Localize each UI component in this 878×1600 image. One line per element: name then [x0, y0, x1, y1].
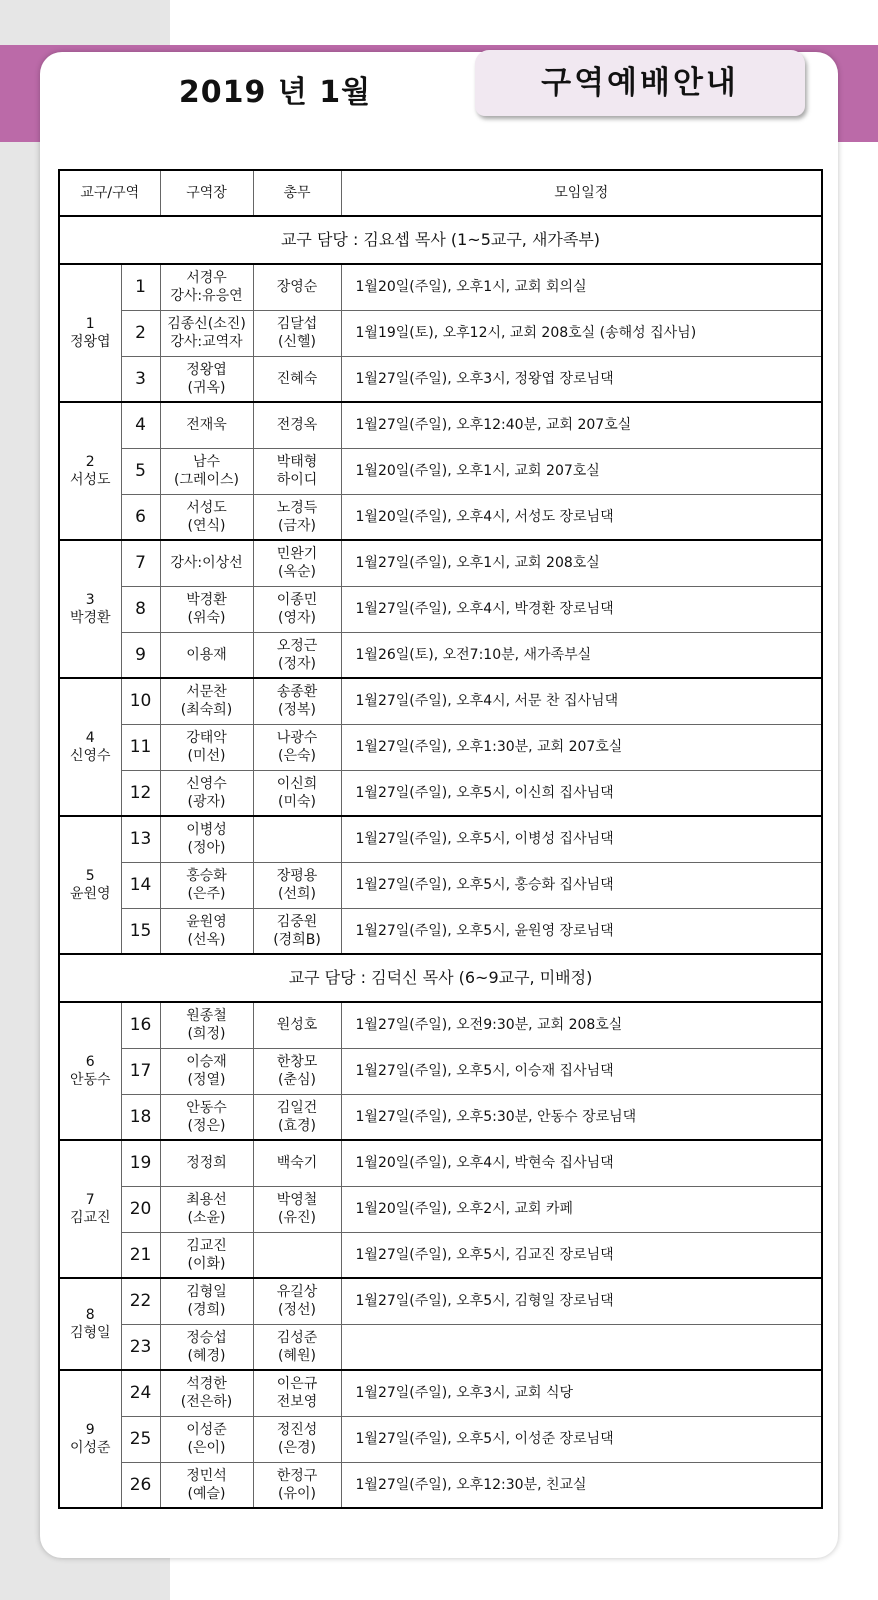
- area-number: 22: [121, 1278, 160, 1324]
- table-header-row: [59, 170, 822, 216]
- secretary-cell: [253, 724, 341, 770]
- area-number: 2: [121, 310, 160, 356]
- leader-line: 석경한: [186, 1376, 227, 1393]
- leader-line: (예슬): [187, 1485, 226, 1502]
- leader-line: 정왕엽: [186, 361, 227, 378]
- area-number: 25: [121, 1416, 160, 1462]
- leader-line: (최숙희): [180, 702, 233, 719]
- header-leader: 구역장: [160, 170, 253, 216]
- area-number: 7: [121, 540, 160, 586]
- leader-line: (정은): [187, 1117, 226, 1134]
- area-number: 21: [121, 1232, 160, 1278]
- table-row: [59, 1370, 822, 1416]
- district-number: 2: [85, 454, 95, 470]
- schedule-cell: 1월26일(토), 오전7:10분, 새가족부실: [341, 632, 822, 678]
- leader-cell: [160, 494, 253, 540]
- secretary-line: (미숙): [278, 793, 316, 810]
- secretary-cell: [253, 1416, 341, 1462]
- district-head: 이성준: [69, 1440, 111, 1456]
- leader-line: (이화): [187, 1255, 226, 1272]
- area-number: 19: [121, 1140, 160, 1186]
- schedule-cell: 1월27일(주일), 오후5시, 이병성 집사님댁: [341, 816, 822, 862]
- schedule-table: [58, 169, 823, 1509]
- leader-line: (전은하): [180, 1394, 233, 1411]
- leader-line: (위숙): [187, 610, 226, 626]
- division-title: 교구 담당 : 김덕신 목사 (6~9교구, 미배정): [59, 954, 822, 1002]
- table-row: [59, 448, 822, 494]
- secretary-line: 장평용: [276, 868, 318, 884]
- area-number: 13: [121, 816, 160, 862]
- area-number: 8: [121, 586, 160, 632]
- leader-cell: [160, 310, 253, 356]
- leader-cell: [160, 1140, 253, 1186]
- schedule-cell: 1월20일(주일), 오후1시, 교회 회의실: [341, 264, 822, 310]
- area-number: 16: [121, 1002, 160, 1048]
- leader-line: 서경우: [186, 270, 227, 287]
- district-cell: [59, 1002, 121, 1140]
- secretary-cell: [253, 1462, 341, 1508]
- leader-cell: [160, 1416, 253, 1462]
- secretary-cell: [253, 494, 341, 540]
- schedule-cell: [341, 1324, 822, 1370]
- secretary-line: (유진): [278, 1210, 316, 1226]
- district-cell: [59, 402, 121, 540]
- district-cell: [59, 1370, 121, 1508]
- leader-cell: [160, 770, 253, 816]
- secretary-line: (정복): [278, 702, 316, 719]
- table-row: [59, 264, 822, 310]
- secretary-line: (경희B): [273, 931, 321, 948]
- table-row: [59, 678, 822, 724]
- schedule-cell: 1월27일(주일), 오후3시, 교회 식당: [341, 1370, 822, 1416]
- district-number: 8: [85, 1307, 95, 1323]
- leader-line: 강태악: [186, 730, 227, 746]
- secretary-line: 이은규: [276, 1376, 318, 1393]
- leader-cell: [160, 632, 253, 678]
- leader-cell: [160, 1370, 253, 1416]
- secretary-cell: [253, 1370, 341, 1416]
- leader-cell: [160, 816, 253, 862]
- leader-line: 남수: [192, 454, 221, 470]
- leader-cell: [160, 1186, 253, 1232]
- schedule-cell: 1월20일(주일), 오후2시, 교회 카페: [341, 1186, 822, 1232]
- secretary-line: (선희): [278, 886, 316, 902]
- area-number: 4: [121, 402, 160, 448]
- table-row: [59, 632, 822, 678]
- leader-line: (경희): [187, 1302, 226, 1319]
- leader-line: 김형일: [186, 1284, 227, 1301]
- schedule-cell: 1월20일(주일), 오후4시, 박현숙 집사님댁: [341, 1140, 822, 1186]
- secretary-line: (금자): [278, 517, 316, 534]
- schedule-cell: 1월27일(주일), 오후5시, 이신희 집사님댁: [341, 770, 822, 816]
- district-cell: [59, 1278, 121, 1370]
- leader-line: 서성도: [186, 499, 227, 516]
- secretary-cell: [253, 356, 341, 402]
- secretary-cell: [253, 448, 341, 494]
- leader-line: 홍승화: [186, 868, 227, 884]
- secretary-line: (정선): [278, 1302, 316, 1319]
- page-title: 2019 년 1월: [178, 75, 372, 110]
- secretary-cell: [253, 1002, 341, 1048]
- leader-line: (귀옥): [187, 379, 226, 396]
- section-tab-title: 구역예배안내: [475, 50, 805, 116]
- table-row: [59, 1048, 822, 1094]
- secretary-cell: [253, 264, 341, 310]
- leader-line: 신영수: [186, 775, 227, 792]
- leader-line: (정열): [187, 1072, 226, 1088]
- schedule-cell: 1월27일(주일), 오후1시, 교회 208호실: [341, 540, 822, 586]
- secretary-cell: [253, 402, 341, 448]
- area-number: 3: [121, 356, 160, 402]
- division-title: 교구 담당 : 김요셉 목사 (1~5교구, 새가족부): [59, 216, 822, 264]
- secretary-cell: [253, 862, 341, 908]
- secretary-line: 이신희: [276, 775, 318, 792]
- district-head: 윤원영: [69, 886, 111, 902]
- leader-line: 최용선: [186, 1192, 227, 1208]
- leader-line: (정아): [187, 840, 226, 857]
- area-number: 15: [121, 908, 160, 954]
- leader-cell: [160, 586, 253, 632]
- secretary-line: 정진성: [276, 1422, 318, 1438]
- schedule-cell: 1월27일(주일), 오후1:30분, 교회 207호실: [341, 724, 822, 770]
- secretary-line: (신헬): [278, 334, 316, 350]
- schedule-cell: 1월27일(주일), 오전9:30분, 교회 208호실: [341, 1002, 822, 1048]
- district-head: 김형일: [69, 1325, 111, 1341]
- table-row: [59, 1094, 822, 1140]
- table-row: [59, 770, 822, 816]
- secretary-line: 민완기: [276, 546, 318, 563]
- area-number: 9: [121, 632, 160, 678]
- area-number: 5: [121, 448, 160, 494]
- district-number: 1: [85, 316, 95, 332]
- table-row: [59, 402, 822, 448]
- table-row: [59, 724, 822, 770]
- table-row: [59, 494, 822, 540]
- schedule-cell: 1월27일(주일), 오후5시, 이성준 장로님댁: [341, 1416, 822, 1462]
- area-number: 23: [121, 1324, 160, 1370]
- leader-line: 이승재: [186, 1054, 227, 1070]
- table-row: [59, 310, 822, 356]
- leader-cell: [160, 1048, 253, 1094]
- secretary-line: 백숙기: [276, 1155, 318, 1172]
- table-row: [59, 862, 822, 908]
- table-row: [59, 908, 822, 954]
- leader-cell: [160, 724, 253, 770]
- secretary-cell: [253, 770, 341, 816]
- secretary-line: 진혜숙: [276, 370, 318, 387]
- secretary-line: (은숙): [278, 748, 316, 764]
- schedule-cell: 1월27일(주일), 오후5시, 윤원영 장로님댁: [341, 908, 822, 954]
- division-row: [59, 216, 822, 264]
- secretary-cell: [253, 1186, 341, 1232]
- leader-cell: [160, 356, 253, 402]
- leader-line: 전재욱: [186, 417, 227, 434]
- district-number: 7: [85, 1192, 95, 1208]
- district-number: 4: [85, 730, 95, 746]
- leader-cell: [160, 448, 253, 494]
- leader-line: (그레이스): [174, 472, 240, 488]
- secretary-cell: [253, 1232, 341, 1278]
- schedule-cell: 1월27일(주일), 오후12:30분, 친교실: [341, 1462, 822, 1508]
- secretary-line: 전보영: [276, 1394, 318, 1411]
- leader-line: 이용재: [186, 646, 227, 663]
- secretary-line: (춘심): [278, 1072, 316, 1088]
- leader-cell: [160, 1324, 253, 1370]
- table-row: [59, 1324, 822, 1370]
- area-number: 17: [121, 1048, 160, 1094]
- leader-line: (희정): [187, 1026, 226, 1043]
- leader-cell: [160, 1462, 253, 1508]
- schedule-cell: 1월27일(주일), 오후4시, 서문 찬 집사님댁: [341, 678, 822, 724]
- secretary-cell: [253, 678, 341, 724]
- district-number: 5: [85, 868, 95, 884]
- leader-cell: [160, 1278, 253, 1324]
- secretary-line: (은경): [278, 1440, 316, 1456]
- district-head: 박경환: [69, 610, 111, 626]
- district-head: 김교진: [69, 1210, 111, 1226]
- secretary-line: (영자): [278, 610, 316, 626]
- district-cell: [59, 816, 121, 954]
- secretary-line: 이종민: [276, 592, 318, 608]
- header-secretary: 총무: [253, 170, 341, 216]
- secretary-line: 박태형: [276, 454, 318, 470]
- secretary-cell: [253, 1278, 341, 1324]
- secretary-line: (유이): [278, 1485, 316, 1502]
- area-number: 18: [121, 1094, 160, 1140]
- leader-cell: [160, 264, 253, 310]
- schedule-cell: 1월20일(주일), 오후4시, 서성도 장로님댁: [341, 494, 822, 540]
- secretary-line: 장영순: [276, 279, 318, 296]
- leader-cell: [160, 678, 253, 724]
- secretary-line: 유길상: [276, 1284, 318, 1301]
- schedule-cell: 1월20일(주일), 오후1시, 교회 207호실: [341, 448, 822, 494]
- district-head: 서성도: [69, 472, 111, 488]
- secretary-line: 하이디: [276, 472, 318, 488]
- district-cell: [59, 540, 121, 678]
- secretary-cell: [253, 816, 341, 862]
- area-number: 11: [121, 724, 160, 770]
- secretary-cell: [253, 1324, 341, 1370]
- district-head: 정왕엽: [69, 334, 111, 350]
- leader-cell: [160, 1002, 253, 1048]
- table-row: [59, 816, 822, 862]
- secretary-cell: [253, 1094, 341, 1140]
- leader-line: 서문찬: [186, 684, 227, 701]
- leader-line: 안동수: [186, 1099, 227, 1116]
- leader-line: 이병성: [186, 822, 227, 839]
- secretary-line: 노경득: [276, 499, 318, 516]
- leader-line: 박경환: [186, 592, 227, 608]
- secretary-cell: [253, 632, 341, 678]
- table-row: [59, 1416, 822, 1462]
- leader-line: 이성준: [186, 1422, 227, 1438]
- secretary-line: 김일건: [276, 1099, 318, 1116]
- area-number: 6: [121, 494, 160, 540]
- leader-line: 원종철: [186, 1008, 227, 1025]
- secretary-line: 오정근: [276, 637, 318, 654]
- table-body: [59, 216, 822, 1508]
- secretary-line: (정자): [278, 655, 316, 672]
- area-number: 12: [121, 770, 160, 816]
- district-number: 6: [85, 1054, 95, 1070]
- leader-line: (선옥): [187, 931, 226, 948]
- secretary-line: 나광수: [276, 730, 318, 746]
- secretary-cell: [253, 540, 341, 586]
- secretary-line: (효경): [278, 1117, 316, 1134]
- leader-line: (소윤): [187, 1210, 226, 1226]
- leader-cell: [160, 1232, 253, 1278]
- leader-line: 강사:이상선: [170, 555, 243, 572]
- schedule-cell: 1월27일(주일), 오후5시, 이승재 집사님댁: [341, 1048, 822, 1094]
- district-number: 3: [85, 592, 95, 608]
- table-row: [59, 356, 822, 402]
- schedule-cell: 1월27일(주일), 오후5시, 김형일 장로님댁: [341, 1278, 822, 1324]
- secretary-line: 한정구: [276, 1467, 318, 1484]
- leader-cell: [160, 862, 253, 908]
- secretary-line: 원성호: [276, 1017, 318, 1034]
- secretary-cell: [253, 310, 341, 356]
- secretary-line: (혜원): [278, 1347, 316, 1364]
- leader-line: 윤원영: [186, 913, 227, 930]
- leader-line: (미선): [187, 748, 226, 764]
- header-schedule: 모임일정: [341, 170, 822, 216]
- secretary-line: 전경옥: [276, 417, 318, 434]
- leader-cell: [160, 402, 253, 448]
- schedule-cell: 1월19일(토), 오후12시, 교회 208호실 (송해성 집사님): [341, 310, 822, 356]
- leader-line: (은주): [187, 886, 226, 902]
- leader-line: 김종신(소진): [167, 316, 246, 332]
- schedule-cell: 1월27일(주일), 오후5시, 홍승화 집사님댁: [341, 862, 822, 908]
- secretary-line: 박영철: [276, 1192, 318, 1208]
- header-district: 교구/구역: [59, 170, 160, 216]
- leader-line: 김교진: [186, 1237, 227, 1254]
- leader-line: (광자): [187, 793, 226, 810]
- table-row: [59, 540, 822, 586]
- leader-line: (은이): [187, 1440, 226, 1456]
- leader-line: (혜경): [187, 1347, 226, 1364]
- area-number: 10: [121, 678, 160, 724]
- schedule-cell: 1월27일(주일), 오후4시, 박경환 장로님댁: [341, 586, 822, 632]
- schedule-cell: 1월27일(주일), 오후3시, 정왕엽 장로님댁: [341, 356, 822, 402]
- table-row: [59, 1186, 822, 1232]
- leader-line: 강사:교역자: [170, 334, 243, 350]
- district-head: 신영수: [69, 748, 111, 764]
- schedule-cell: 1월27일(주일), 오후12:40분, 교회 207호실: [341, 402, 822, 448]
- secretary-cell: [253, 1140, 341, 1186]
- area-number: 24: [121, 1370, 160, 1416]
- table-row: [59, 1002, 822, 1048]
- division-row: [59, 954, 822, 1002]
- district-head: 안동수: [69, 1072, 111, 1088]
- leader-cell: [160, 1094, 253, 1140]
- area-number: 26: [121, 1462, 160, 1508]
- table-row: [59, 1462, 822, 1508]
- secretary-cell: [253, 908, 341, 954]
- secretary-line: (옥순): [278, 564, 316, 581]
- secretary-line: 송종환: [276, 684, 318, 701]
- district-cell: [59, 678, 121, 816]
- leader-line: 정승섭: [186, 1329, 227, 1346]
- district-number: 9: [85, 1422, 95, 1438]
- area-number: 1: [121, 264, 160, 310]
- secretary-line: 김달섭: [276, 316, 318, 332]
- table-row: [59, 1140, 822, 1186]
- leader-cell: [160, 540, 253, 586]
- secretary-line: 김중원: [276, 913, 318, 930]
- secretary-cell: [253, 586, 341, 632]
- leader-line: 정정희: [186, 1155, 227, 1172]
- schedule-cell: 1월27일(주일), 오후5시, 김교진 장로님댁: [341, 1232, 822, 1278]
- secretary-line: 김성준: [276, 1329, 318, 1346]
- table-row: [59, 1232, 822, 1278]
- table-row: [59, 1278, 822, 1324]
- leader-line: 강사:유응연: [170, 288, 243, 305]
- leader-line: (연식): [187, 517, 226, 534]
- table-row: [59, 586, 822, 632]
- leader-cell: [160, 908, 253, 954]
- district-cell: [59, 264, 121, 402]
- secretary-cell: [253, 1048, 341, 1094]
- schedule-cell: 1월27일(주일), 오후5:30분, 안동수 장로님댁: [341, 1094, 822, 1140]
- area-number: 14: [121, 862, 160, 908]
- secretary-line: 한창모: [276, 1054, 318, 1070]
- district-cell: [59, 1140, 121, 1278]
- leader-line: 정민석: [186, 1467, 227, 1484]
- area-number: 20: [121, 1186, 160, 1232]
